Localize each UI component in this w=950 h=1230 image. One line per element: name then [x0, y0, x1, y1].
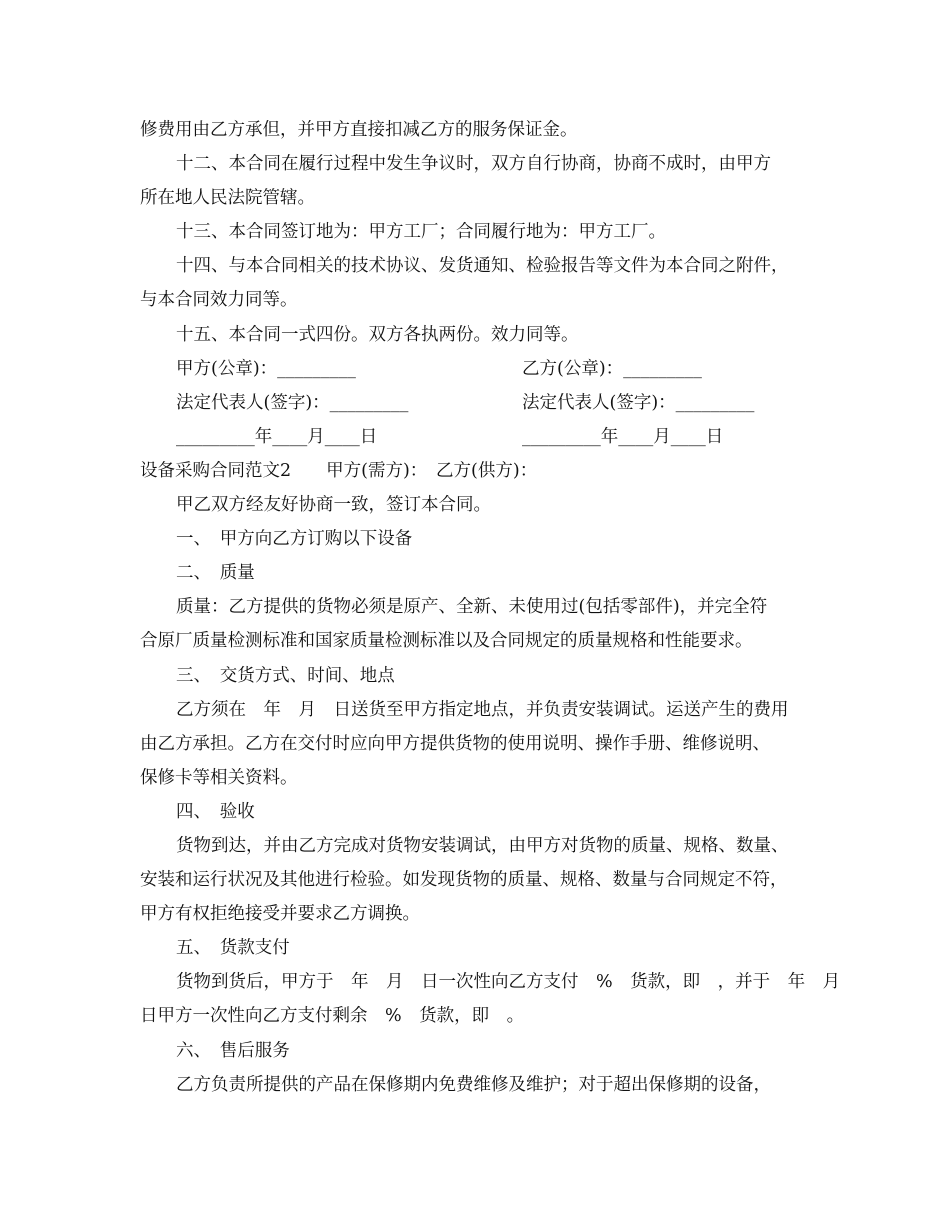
- paragraph-line: 货物到达，并由乙方完成对货物安装调试，由甲方对货物的质量、规格、数量、: [176, 835, 789, 856]
- paragraph-line: 日甲方一次性向乙方支付剩余 % 货款，即 。: [140, 1006, 525, 1027]
- section-heading: 一、 甲方向乙方订购以下设备: [176, 529, 413, 550]
- clause-12: 十二、本合同在履行过程中发生争议时，双方自行协商，协商不成时，由甲方: [176, 154, 771, 175]
- paragraph-line: 由乙方承担。乙方在交付时应向甲方提供货物的使用说明、操作手册、维修说明、: [140, 733, 770, 754]
- signature-row-seal: [140, 352, 840, 386]
- section-heading: 四、 验收: [176, 801, 255, 822]
- paragraph-line: 保修卡等相关资料。: [140, 767, 298, 788]
- document-body: [140, 113, 840, 1102]
- paragraph-line: 乙方须在 年 月 日送货至甲方指定地点，并负责安装调试。运送产生的费用: [176, 699, 789, 720]
- paragraph-line: 修费用由乙方承但，并甲方直接扣减乙方的服务保证金。: [140, 120, 578, 140]
- paragraph-line: 质量：乙方提供的货物必须是原产、全新、未使用过(包括零部件)，并完全符: [176, 597, 768, 618]
- party-a-date: _________年____月____日: [176, 426, 378, 447]
- clause-14: 十四、与本合同相关的技术协议、发货通知、检验报告等文件为本合同之附件，: [176, 256, 789, 277]
- party-b-seal: 乙方(公章)：_________: [522, 358, 702, 379]
- contract-2-title: 设备采购合同范文2 甲方(需方)： 乙方(供方)：: [140, 460, 538, 481]
- paragraph-line: 甲方有权拒绝接受并要求乙方调换。: [140, 904, 420, 925]
- paragraph-line: 甲乙双方经友好协商一致，签订本合同。: [176, 495, 491, 516]
- section-heading: 二、 质量: [176, 563, 255, 584]
- clause-15: 十五、本合同一式四份。双方各执两份。效力同等。: [176, 324, 579, 345]
- paragraph-line: 货物到货后，甲方于 年 月 日一次性向乙方支付 % 货款，即 ，并于 年 月: [176, 972, 841, 993]
- paragraph-line: 与本合同效力同等。: [140, 290, 298, 311]
- paragraph-line: 合原厂质量检测标准和国家质量检测标准以及合同规定的质量规格和性能要求。: [140, 631, 753, 652]
- party-b-date: _________年____月____日: [522, 426, 724, 447]
- paragraph-line: 所在地人民法院管辖。: [140, 188, 315, 209]
- paragraph-line: 乙方负责所提供的产品在保修期内免费维修及维护；对于超出保修期的设备，: [176, 1074, 771, 1095]
- section-heading: 六、 售后服务: [176, 1040, 290, 1061]
- party-a-seal: 甲方(公章)：_________: [176, 358, 356, 379]
- party-b-representative: 法定代表人(签字)：_________: [522, 392, 755, 413]
- signature-row-date: [140, 420, 840, 454]
- clause-13: 十三、本合同签订地为：甲方工厂；合同履行地为：甲方工厂。: [176, 222, 666, 243]
- signature-row-representative: [140, 386, 840, 420]
- section-heading: 五、 货款支付: [176, 938, 290, 959]
- paragraph-line: 安装和运行状况及其他进行检验。如发现货物的质量、规格、数量与合同规定不符，: [140, 870, 788, 891]
- party-a-representative: 法定代表人(签字)：_________: [176, 392, 409, 413]
- section-heading: 三、 交货方式、时间、地点: [176, 665, 395, 686]
